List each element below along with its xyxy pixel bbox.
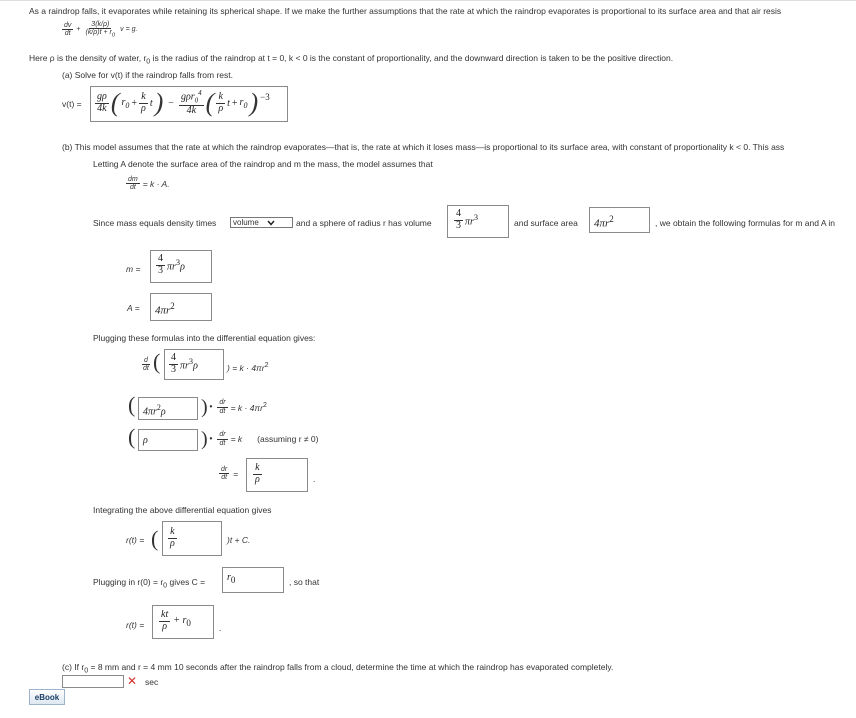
period-2: . [219,623,222,633]
plugging-in-text: Plugging in $r(0) = r_0$ gives C = [93,577,206,590]
answer-box-rt1[interactable]: $\frac{k}{\rho}$ [162,521,222,556]
answer-box-eq3[interactable]: ρ [138,429,198,451]
and-sphere-text: and a sphere of radius r has volume [296,218,432,228]
part-c-input[interactable] [62,675,124,688]
part-c-text: (c) If $r_0 = 8$ mm and r = 4 mm 10 seconds after the raindrop falls from a cloud, determine the time at which the raindrop has evaporated completely. [62,662,614,675]
ebook-button[interactable]: eBook [29,689,65,705]
ode-equation: $\frac{dv}{dt}$ + $\frac{3(k/\rho)}{(k/\rho)t + r_0}$ v = g. [64,21,138,39]
answer-box-eq4[interactable]: $\frac{k}{\rho}$ [246,458,308,492]
coefficient-fraction: $\frac{3(k/\rho)}{(k/\rho)t + r_0}$ [85,21,116,39]
part-a-text: (a) Solve for v(t) if the raindrop falls from rest. [62,70,233,80]
A-label: A = [127,303,140,313]
chevron-down-icon [267,220,275,226]
top-border [0,0,856,1]
answer-box-volume[interactable]: $\frac{4}{3}$ $\pi r^3$ [447,205,509,238]
eq4-lhs: $\frac{dr}{dt}$ = [221,466,239,482]
rt1-label: r(t) = [126,535,145,545]
intro-text: As a raindrop falls, it evaporates while retaining its spherical shape. If we make the further assumptions that the rate at which the raindrop evaporates is proportional to its surface area and that air resis [29,6,782,16]
so-that-text: , so that [289,577,320,587]
plugging-text: Plugging these formulas into the differential equation gives: [93,333,316,343]
integrating-text: Integrating the above differential equation gives [93,505,272,515]
sec-unit: sec [145,677,159,687]
letting-text: Letting A denote the surface area of the raindrop and m the mass, the model assumes that [93,159,433,169]
k-over-rho: $\frac{k}{\rho}$ [141,91,146,114]
period: . [313,474,316,484]
g-rho-over-4k: $\frac{g\rho}{4k}$ [97,91,107,114]
answer-box-A[interactable]: $4\pi r^2$ [150,293,212,321]
v-label: v(t) = [62,99,82,109]
answer-box-eq2[interactable]: $4\pi r^2\rho$ [138,397,198,420]
eq3-rhs: )· $\frac{dr}{dt}$ = k (assuming r ≠ 0) [201,428,319,450]
answer-box-v[interactable]: $\frac{g\rho}{4k}$ ( $r_0$ + $\frac{k}{\rho}$ t ) − $\frac{g\rho r_0^4}{4k}$ ( $\frac{k}{\rho}$ t + $r_0$ ) −3 [90,86,288,122]
answer-box-rt2[interactable]: $\frac{kt}{\rho}$ + $r_0$ [152,605,214,639]
dm-dt-equation: $\frac{dm}{dt}$ = k · A. [128,176,170,192]
rt1-tail: )t + C. [227,535,251,545]
eq1-rhs: ) = $k \cdot 4\pi r^2$ [227,362,269,373]
incorrect-x-icon: ✕ [127,674,138,688]
g-rho-r0-fraction: $\frac{g\rho r_0^4}{4k}$ [180,89,202,116]
eq2-rhs: )· $\frac{dr}{dt}$ = $k \cdot 4\pi r^2$ [201,396,267,418]
d-dt-fraction: $\frac{d}{dt}$ [143,357,149,373]
answer-box-m[interactable]: $\frac{4}{3}$ $\pi r^3\rho$ [150,250,212,283]
answer-box-eq1[interactable]: $\frac{4}{3}$ $\pi r^3\rho$ [164,349,224,380]
m-label: m = [126,264,141,274]
answer-box-C[interactable]: $r_0$ [222,567,284,593]
rt2-label: r(t) = [126,620,145,630]
obtain-text: , we obtain the following formulas for m and A in [655,218,836,228]
part-b-text: (b) This model assumes that the rate at which the raindrop evaporates—that is, the rate at which it loses mass—is proportional to its surface area, with constant of proportionality k < 0. This ass [62,142,785,152]
here-text: Here ρ is the density of water, $r_0$ is the radius of the raindrop at t = 0, k < 0 is the constant of proportionality, and the downward direction is taken to be the positive direction. [29,53,674,66]
since-text: Since mass equals density times [93,218,217,228]
volume-dropdown[interactable]: volume [230,217,293,228]
dv-dt-fraction: $\frac{dv}{dt}$ [64,22,72,38]
and-surface-text: and surface area [514,218,578,228]
answer-box-surface-area[interactable]: $4\pi r^2$ [589,207,650,233]
